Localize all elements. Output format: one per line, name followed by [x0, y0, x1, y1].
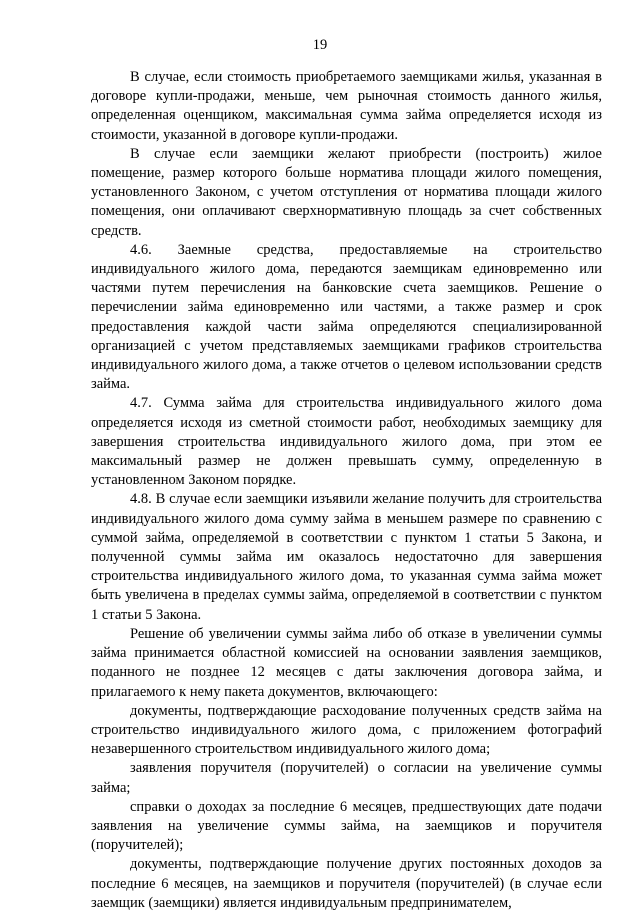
list-item-guarantor-consent: заявления поручителя (поручителей) о согласии на увеличение суммы займа;: [91, 760, 602, 796]
list-item-income-certificates: справки о доходах за последние 6 месяцев, предшествующих дате подачи заявления на увеличение суммы займа, на заемщиков и поручителя (поручителей);: [91, 798, 602, 854]
page-number: 19: [312, 37, 328, 53]
paragraph-above-norm-area: В случае если заемщики желают приобрести (построить) жилое помещение, размер которого больше норматива площади жилого помещения, установленного Законом, с учетом отступления от норматива площади жилого помещения, они оплачивают сверхнормативную площадь за счет собственных средств.: [91, 145, 602, 239]
document-body: [91, 68, 602, 913]
paragraph-4-8: 4.8. В случае если заемщики изъявили желание получить для строительства индивидуального жилого дома сумму займа в меньшем размере по сравнению с суммой займа, определяемой в соответствии с пунктом 1 статьи 5 Закона, и полученной суммы займа им оказалось недостаточно для завершения строительства индивидуального жилого дома, то указанная сумма займа может быть увеличена в пределах суммы займа, определяемой в соответствии с пунктом 1 статьи 5 Закона.: [91, 491, 602, 623]
paragraph-increase-decision: Решение об увеличении суммы займа либо об отказе в увеличении суммы займа принимается областной комиссией на основании заявления заемщиков, поданного не позднее 12 месяцев с даты заключения договора займа, и прилагаемого к нему пакета документов, включающего:: [91, 625, 602, 700]
paragraph-4-7: 4.7. Сумма займа для строительства индивидуального жилого дома определяется исходя из сметной стоимости работ, необходимых заемщику для завершения строительства индивидуального жилого дома, при этом ее максимальный размер не должен превышать сумму, определенную в установленном Законом порядке.: [91, 395, 602, 489]
list-item-expense-documents: документы, подтверждающие расходование полученных средств займа на строительство индивидуального жилого дома, с приложением фотографий незавершенного строительством индивидуального жилого дома;: [91, 702, 602, 758]
paragraph-price-below-market: В случае, если стоимость приобретаемого заемщиками жилья, указанная в договоре купли-продажи, меньше, чем рыночная стоимость данного жилья, определенная оценщиком, максимальная сумма займа определяется исходя из стоимости, указанной в договоре купли-продажи.: [91, 69, 602, 143]
list-item-other-income-documents: документы, подтверждающие получение других постоянных доходов за последние 6 месяцев, на заемщиков и поручителя (поручителей) (в случае если заемщик (заемщики) является индивидуальным предпринимателем,: [91, 856, 602, 911]
paragraph-4-6: 4.6. Заемные средства, предоставляемые на строительство индивидуального жилого дома, передаются заемщикам единовременно или частями путем перечисления на банковские счета заемщиков. Решение о перечислении займа единовременно или частями, а также размер и срок предоставления каждой части займа определяются специализированной организацией с учетом представляемых заемщиками графиков строительства индивидуального жилого дома, а также отчетов о целевом использовании средств займа.: [91, 241, 602, 393]
